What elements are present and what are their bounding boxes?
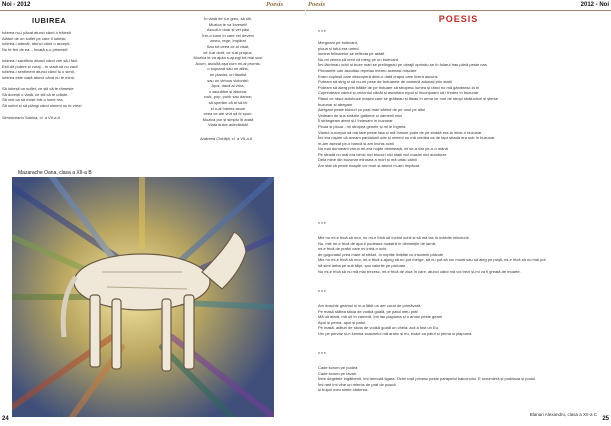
primavara-line: Mă uit afară, mă uit în cameră, îmi iau plapuma și o arunc peste geam — [318, 314, 443, 320]
right-page — [306, 0, 611, 426]
iubirea-line: Ești dă putere și curaj... în viață să nu zaci! — [2, 63, 79, 69]
poesis-title: POESIS — [438, 14, 479, 24]
poem-iubirea-text — [2, 30, 152, 108]
poem-music-text — [158, 16, 298, 128]
bulevard-line: Alergam peste blocuri cu pași mari sărind de pe unul pe altul — [318, 107, 426, 113]
iubirea-line: Iubirea-i adevăr, atunci când o accepți. — [2, 41, 71, 47]
bulevard-line: Îmi era ruşine că aveam pantalonii ude și nimeni nu mă credea ca de fapt strada era sub în buzunar — [318, 135, 495, 141]
scrum-line: Cade scrum pe tavan — [318, 370, 357, 376]
poem-frica-text — [318, 235, 608, 274]
music-line: și o-ai înțeles acum — [210, 105, 246, 111]
primavara-line: Apoi și perna, apoi și patul. — [318, 319, 367, 325]
bulevard-line: lumina felinarelor se reflecta pe asfalt — [318, 51, 385, 57]
bulevard-line: ploua și totul era umed, — [318, 45, 360, 51]
music-line: ce ți-ai dorit, ce ți-ai propus. — [203, 49, 253, 55]
primavara-line: Pe masă, alături de sticla de vodkă goală un cheia: acii a fost un Eu. — [318, 325, 439, 331]
right-page-number: 25 — [602, 416, 609, 422]
music-line: Muzica te va ajuta s-ajungi tot mai sus! — [193, 55, 263, 61]
scrum-line: Cade scrum pe podea — [318, 365, 358, 370]
bulevard-line: Ploua și ploua - mi stropea genele și mi le îngrela. — [318, 123, 407, 129]
music-line: Viața dulce-adevărată! — [208, 122, 248, 128]
bulevard-line: Vântul a-nceput să mă tare peste fața și mă înmuie puțin de pe stradă era la mine-n buzunar — [318, 129, 482, 135]
bulevard-line: Îi strângeam atent și-i îndesam în buzunar — [318, 118, 393, 124]
iubirea-line: Să dorești o viață, ce știi că te urăște. — [2, 91, 69, 97]
section-divider-3: *** — [318, 290, 327, 296]
iubirea-line: Să suferi și să plângi când nimeni nu te vrea! — [2, 102, 82, 108]
music-line: Muzica te va înveseli! — [208, 21, 248, 27]
music-line: Ascult-o doar și vei păși — [206, 27, 250, 33]
music-line: să sperăm că ai să iei — [208, 99, 248, 105]
iubirea-line: Să vrei ca să exiști într-o lume rea. — [2, 97, 64, 103]
iubirea-line: Iubirea-i sentiment atunci când tu o simți, — [2, 69, 75, 75]
right-header-rule — [306, 10, 611, 11]
music-line: rock, pop, punk sau dance; — [203, 94, 253, 100]
poem-scrum-text — [318, 365, 608, 393]
music-line: Acum, ascultă aşa cum mi-ai promis: — [195, 60, 261, 66]
left-header-rule — [0, 10, 305, 11]
frica-line: Nu mi-e frică să nu mă mai trezesc, mi-e frică de ziua în care, atunci când mă voi trezi și-mi va fi greață de moarte. — [318, 268, 521, 274]
music-line: o ascultăm și altceva: — [208, 88, 248, 94]
primavara-line: Am doschis geamul și m-a lăbit un aer curat de primăvară. — [318, 303, 422, 308]
bulevard-line: buzunar și alergam — [318, 101, 353, 107]
bulevard-line: Nu mai dormeam vreun mi-era nopte dimineață, mi se-a dar pe-o-n mână — [318, 146, 448, 152]
right-brand-label: Poesis — [308, 1, 325, 8]
horse-painting — [12, 177, 274, 417]
music-line: Sau tot ceea ce ai visat, — [206, 43, 250, 49]
music-line: o soprană sau un altist, — [207, 66, 249, 72]
frica-line: de gogonatul prea mare al străzii, în noptile liniștite cu insomnii pălcute — [318, 251, 444, 257]
poem-bulevard-text — [318, 40, 608, 169]
primavara-line: Urc pe pervaz și-n lumina scaunelui mă arunc și eu, exact ca patul și perna și plapuma. — [318, 330, 473, 336]
left-issue-label: Noi - 2012 — [2, 2, 31, 8]
frica-line: să simt iarba pe sub tălpi, sau valurile pe picioare. — [318, 262, 407, 268]
left-header — [0, 0, 305, 10]
bulevard-line: m-am așezat pe-o bancă și am închis ochii — [318, 140, 394, 146]
bulevard-line: Pe stradă nu mai era nimic nici blocuri nici stații nici mașini nici autobuze — [318, 151, 447, 157]
left-page — [0, 0, 305, 426]
bulevard-line: Eram copleșit care descoperă dintr-o dată crapul care licera ascuns — [318, 73, 438, 79]
frica-line: Mie nu mi-e frică să mor, nu mi-e frică să închid ochii și să mă las în mâinile minciunii. — [318, 235, 470, 240]
painting-caption: Mazarache Oana, clasa a XII-a B — [18, 170, 92, 176]
iubirea-line: Iubirea-i sacrificiu atunci când vrei să-l faci. — [2, 57, 79, 63]
music-line: Muzica pur și simplu îți arată — [202, 116, 254, 122]
scrum-line: Îmi rast îmi vine un mieros de praf de pușcă — [318, 381, 396, 387]
iubirea-line: Iubirea nu-i păcat atunci când o trăiești — [2, 30, 71, 35]
bulevard-line: Mergeam pe bulevard, — [318, 40, 359, 45]
bulevard-line: Nu-mi venea să cred că merg pe un bulevard — [318, 56, 399, 62]
poem-music-signature: Andreea Chiriliță, cl. a VII-a A — [200, 136, 253, 141]
music-line: zmeu, rege, împărat — [210, 38, 246, 44]
bulevard-line: Puteam să strig și să nu-mi pese de trotuarele de oamenii adunați prin stații — [318, 79, 452, 85]
right-issue-label: 2012 - Noi — [580, 2, 609, 8]
scrum-line: și trupul meu simte căderea. — [318, 387, 369, 393]
section-divider-1: *** — [318, 30, 327, 36]
music-line: Apoi, dacă ai vrea, — [211, 83, 245, 89]
bulevard-line: Râsul ce râsul autobuze mașini care se grăbeau și lăsau în urma lor nori de stropi strălucitori și șterse — [318, 95, 499, 101]
section-divider-2: *** — [318, 222, 327, 228]
music-line: ceea ce am vrut să îți spun: — [203, 111, 253, 117]
section-divider-4: *** — [318, 352, 327, 358]
music-line: În viață de ți-e greu, să știi, — [204, 16, 252, 21]
poem-title-iubirea: IUBIREA — [32, 16, 67, 25]
poem-iubirea-signature: Siminiceanu Sabina, cl. a VII-a A — [2, 115, 61, 120]
music-line: un pianist, un flautist — [209, 71, 247, 77]
iubirea-line: Iubirea este viață atunci când nu te minți. — [2, 74, 75, 80]
right-header — [306, 0, 611, 10]
iubirea-line: Nu te feri de ea... învață s-o primești! — [2, 46, 68, 52]
frica-line: Nu, mie mi-e frică de apa ți podeaua noastră în dimineţile de iarnă, — [318, 240, 437, 246]
iubirea-line: Să iubești un suflet, ce știi că te râmește — [2, 85, 74, 91]
frica-line: mi-e frică de praful care mi intră-n ochi, — [318, 246, 388, 252]
right-author-signature: Blanari Alexandru, clasa a XII-a C — [529, 412, 597, 417]
bulevard-line: Picioarele ude ascultau repetau mereu aceeași mișcare — [318, 67, 417, 73]
iubirea-line: Alături de un suflet pe care îl iubești. — [2, 35, 67, 41]
bulevard-line: Am stat că peste noapte voi muri și-atunci m-am împăcat. — [318, 163, 421, 169]
bulevard-line: Îmi lăcrimau ochii și buze mari se prelingeau pe obrajii oprindu-se în fularul tras până peste nas — [318, 62, 487, 68]
scrum-line: Între degetele îngălbenit, îmi tremură țigara. Ochii roșii privesc peste parapetul balconului. E scrumieră și podeaua și podul. — [318, 376, 537, 382]
bulevard-line: Puteam să alerg prin bălțile de pe trotuare să stropesc lumea și rânci nu mă gândeasc la ei — [318, 84, 479, 90]
bulevard-line: Cuprindeam vântul și orizontul vânăt și ascultam ropul și înconjoram sâ i fredez în buzunar — [318, 90, 479, 96]
frica-line: Mie nu mi-e frică să mor, mi-e frică s-ajung să nu pot merge, să nu pot să urc munți sau să aleg pe plajă, mi-e frică să nu mai pot — [318, 257, 546, 263]
poem-primavara-text — [318, 303, 608, 337]
left-brand-label: Poesis — [266, 1, 283, 8]
music-line: sau un virtuos violonist: — [207, 77, 249, 83]
bulevard-line: Dela mine din buzunar mirosea a mort și mă urlau câinii — [318, 157, 417, 163]
music-line: Într-o lume în care vei deveni — [202, 32, 254, 38]
left-page-number: 24 — [2, 416, 9, 422]
primavara-line: Pe masă stătea sticla de vodkă goală, pe patul meu praf — [318, 308, 418, 314]
bulevard-line: Vedeam de sus străzile galbene și oamenii mici — [318, 112, 403, 118]
